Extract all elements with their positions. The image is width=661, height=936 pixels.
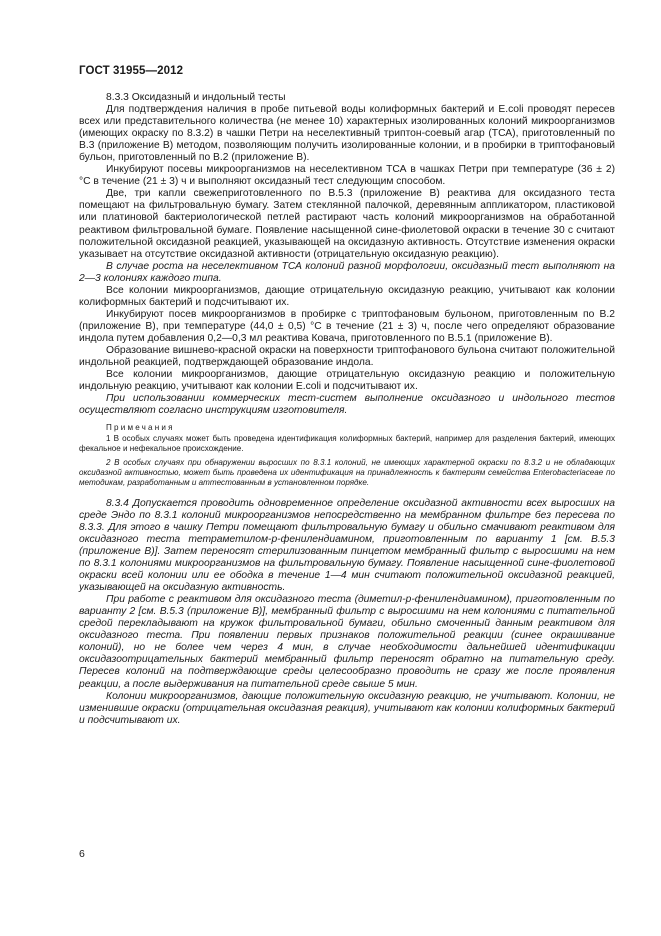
- notes-block: [79, 423, 615, 488]
- paragraph: Для подтверждения наличия в пробе питьевой воды колиформных бактерий и E.coli проводят пересев всех или представительного количества (не менее 10) характерных изолированных колоний микроорганизмов (имеющих окраску по 8.3.2) в чашки Петри на неселективный триптон-соевый агар (ТСА), приготовленный по В.3 (приложение В) методом, позволяющим получить изолированные колонии, и в пробирки в триптофановый бульон, приготовленный по В.2 (приложение В).: [79, 104, 615, 164]
- paragraph: Все колонии микроорганизмов, дающие отрицательную оксидазную реакцию и положительную индольную реакцию, учитывают как колонии E.coli и подсчитывают их.: [79, 369, 615, 393]
- note-1: 1 В особых случаях может быть проведена идентификация колиформных бактерий, например для разделения бактерий, имеющих фекальное и нефекальное происхождение.: [79, 434, 615, 454]
- paragraph: Образование вишнево-красной окраски на поверхности триптофанового бульона считают положительной индольной реакцией, подтверждающей образование индола.: [79, 344, 615, 369]
- paragraph: Инкубируют посевы микроорганизмов на неселективном ТСА в чашках Петри при температуре (36 ± 2) °С в течение (21 ± 3) ч и выполняют оксидазный тест следующим способом.: [79, 164, 615, 188]
- note-2: 2 В особых случаях при обнаружении выросших по 8.3.1 колоний, не имеющих характерной окраски по 8.3.2 и не обладающих оксидазной активностью, может быть проведена их идентификация на принадлежность к бактериям семейства Enterobacteriaceae по методикам, разработанным и аттестованным в установленном порядке.: [79, 457, 615, 487]
- paragraph: При использовании коммерческих тест-систем выполнение оксидазного и индольного тестов осуществляют согласно инструкциям изготовителя.: [79, 393, 615, 417]
- document-body: [79, 92, 615, 727]
- paragraph: Две, три капли свежеприготовленного по В.5.3 (приложение В) реактива для оксидазного теста помещают на фильтровальную бумагу. Затем стеклянной палочкой, деревянным аппликатором, пластиковой или платиновой бактериологической петлей растирают часть колоний микроорганизмов на обработанной реактивом фильтровальной бумаге. Появление насыщенной сине-фиолетовой окраски в течение 30 с считают положительной оксидазной реакцией, указывающей на оксидазную активность. Отсутствие изменения окраски указывает на отсутствие оксидазной активности (отрицательную оксидазную реакцию).: [79, 188, 615, 260]
- notes-heading: Примечания: [106, 423, 175, 433]
- section-8-3-4: [79, 498, 615, 727]
- paragraph: При работе с реактивом для оксидазного теста (диметил-р-фенилендиамином), приготовленным по варианту 2 [см. В.5.3 (приложение В)], мембранный фильтр с выросшими на нем колониями с питательной средой перекладывают на кружок фильтровальной бумаги, обильно смоченный данным реактивом для оксидазного теста. При появлении первых признаков положительной реакции (синее окрашивание колоний), но не более чем через 4 мин, в случае необходимости дальнейшей идентификации оксидазоотрицательных бактерий мембранный фильтр переносят обратно на питательную среду. Пересев колоний на подтверждающие среды целесообразно проводить не сразу же после проявления реакции, а после выдерживания на питательной среде свыше 5 мин.: [79, 594, 615, 690]
- paragraph: Все колонии микроорганизмов, дающие отрицательную оксидазную реакцию, учитывают как колонии колиформных бактерий и подсчитывают их.: [79, 284, 615, 308]
- paragraph: Инкубируют посев микроорганизмов в пробирке с триптофановым бульоном, приготовленным по В.2 (приложение В), при температуре (44,0 ± 0,5) °С в течение (21 ± 3) ч, после чего определяют образование индола путем добавления 0,2—0,3 мл реактива Ковача, приготовленного по В.5.1 (приложение В).: [79, 308, 615, 344]
- paragraph: Колонии микроорганизмов, дающие положительную оксидазную реакцию, не учитывают. Колонии, не изменившие окраски (отрицательная оксидазная реакция), учитывают как колонии колиформных бактерий и подсчитывают их.: [79, 690, 615, 726]
- document-header: ГОСТ 31955—2012: [79, 65, 184, 77]
- paragraph: 8.3.4 Допускается проводить одновременное определение оксидазной активности всех выросших на среде Эндо по 8.3.1 колоний микроорганизмов непосредственно на мембранном фильтре без пересева по 8.3.3. Для этого в чашку Петри помещают фильтровальную бумагу и обильно смачивают реактивом для оксидазного теста тетраметилом-р-фенилендиамином, приготовленным по варианту 1 [см. В.5.3 (приложение В)]. Затем переносят стерилизованным пинцетом мембранный фильтр с выросшими на нем по 8.3.1 колониями микроорганизмов на фильтровальную бумагу. Появление насыщенной сине-фиолетовой окраски всей колонии или ее ободка в течение 1—4 мин считают положительной оксидазной реакцией, указывающей на оксидазную активность.: [79, 497, 615, 594]
- page-number: 6: [79, 848, 85, 860]
- section-8-3-3-title: 8.3.3 Оксидазный и индольный тесты: [106, 92, 286, 103]
- paragraph: В случае роста на неселективном ТСА колоний разной морфологии, оксидазный тест выполняют на 2—3 колониях каждого типа.: [79, 260, 615, 284]
